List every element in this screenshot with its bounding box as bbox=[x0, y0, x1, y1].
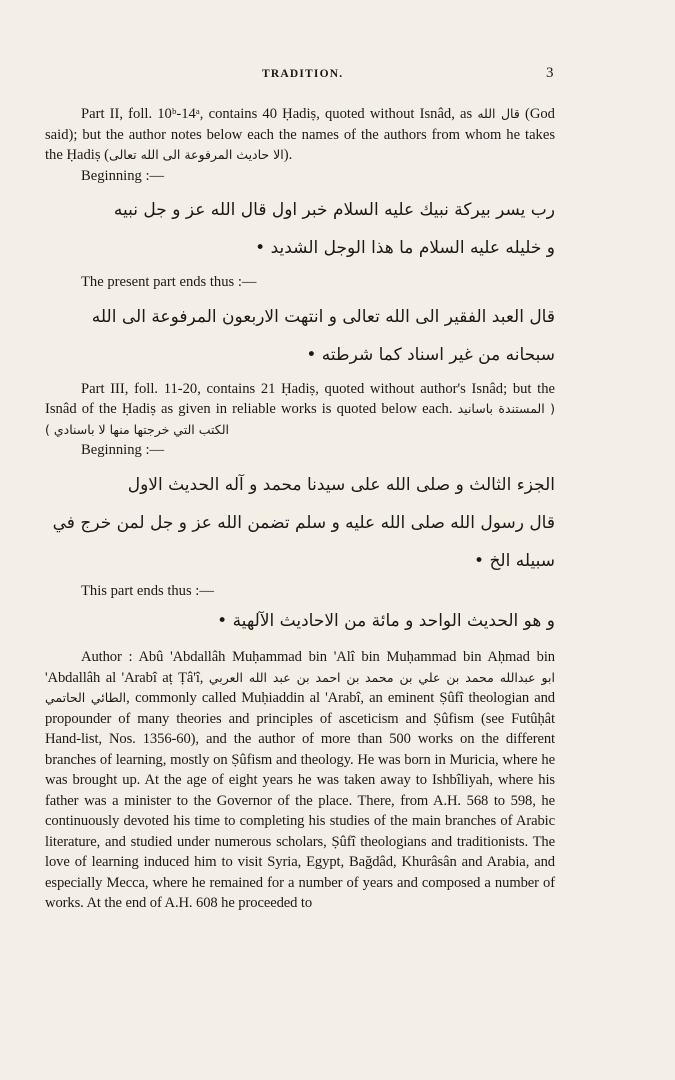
author-paragraph bbox=[45, 647, 555, 914]
part3-description bbox=[45, 379, 555, 441]
author-text-2: Aḥmad bin 'Abdallâh al 'Arabî aṭ Ṭâ'î, bbox=[45, 649, 555, 686]
part3-text: Part III, foll. 11-20, contains 21 Ḥadiṣ, quoted without author's Isnâd; but the Isnâd of the Ḥadiṣ as given in reliable works is quoted below each. bbox=[45, 380, 555, 417]
page-body bbox=[45, 104, 555, 914]
part2-arabic-inline-2: الا حاديث المرفوعة الى الله تعالى bbox=[109, 147, 284, 162]
page-number: 3 bbox=[546, 65, 554, 81]
running-head: TRADITION. bbox=[262, 68, 344, 80]
part2-beginning-arabic-1: رب يسر بيركة نبيك عليه السلام خبر اول قال الله عز و جل نبيه bbox=[113, 200, 555, 220]
part3-ending-arabic-1: و هو الحديث الواحد و مائة من الاحاديث الآلهية • bbox=[217, 611, 555, 631]
part2-text-b: (God said); but the author notes below each the names of the authors from whom he takes the Ḥadiṣ ( bbox=[45, 106, 555, 163]
part3-beginning-arabic-2: قال رسول الله صلى الله عليه و سلم تضمن الله عز و جل لمن خرج في bbox=[52, 512, 555, 533]
part3-beginning-arabic-3: سبيله الخ • bbox=[474, 550, 555, 571]
part2-text-c: ). bbox=[283, 147, 293, 163]
part2-ends-label: The present part ends thus :— bbox=[81, 274, 257, 290]
part3-beginning-arabic-1: الجزء الثالث و صلى الله على سيدنا محمد و آله الحديث الاول bbox=[127, 474, 555, 495]
author-arabic-name-2: بن احمد بن عبد الله العربي الطائي الحاتمي bbox=[45, 669, 360, 705]
part3-arabic-inline: ( المستندة باسانيد الكتب التي خرجتها منها لا باسنادي ) bbox=[45, 401, 555, 437]
part2-beginning-label: Beginning :— bbox=[81, 167, 165, 184]
part2-beginning-arabic-2: و خليله عليه السلام ما هذا الوجل الشديد • bbox=[255, 238, 555, 258]
page-header bbox=[0, 65, 675, 88]
part3-ends-label: This part ends thus :— bbox=[81, 582, 214, 599]
author-arabic-name-1: ابو عبدالله محمد بن علي بن محمد bbox=[365, 669, 555, 685]
part2-arabic-inline-1: قال الله bbox=[477, 106, 520, 121]
author-text-1: Author : Abû 'Abdallâh Muḥammad bin 'Alî bin Muḥammad bin bbox=[81, 649, 482, 665]
part3-beginning-label: Beginning :— bbox=[81, 442, 165, 458]
part2-ending-arabic-2: سبحانه من غير اسناد كما شرطته • bbox=[306, 344, 555, 365]
part2-text-a: Part II, foll. 10ᵇ-14ᵃ, contains 40 Ḥadiṣ, quoted without Isnâd, as bbox=[81, 106, 473, 122]
part2-ending-arabic-1: قال العبد الفقير الى الله تعالى و انتهت الاربعون المرفوعة الى الله bbox=[91, 306, 555, 327]
author-text-3: , commonly called Muḥiaddin al 'Arabî, an eminent Ṣûfî theologian and propounder of many theories and principles of asceticism and Ṣûfism (see Futûḥât Hand-list, Nos. 1356-60), and the author of more than 500 works on the different branches of learning, mostly on Ṣûfism and theology. He was born in Muricia, where he was brought up. At the age of eight years he was taken away to Ishbîliyah, where his father was a minister to the Governor of the place. There, from A.H. 568 to 598, he continuously devoted his time to completing his studies of the main branches of Arabic literature, and studied under numerous scholars, Ṣûfî theologians and traditionists. The love of learning induced him to visit Syria, Egypt, Bağdâd, Khurâsân and Arabia, and especially Mecca, where he remained for a number of years and composed a number of works. At the end of A.H. 608 he proceeded to bbox=[45, 690, 555, 911]
part2-description bbox=[45, 104, 555, 166]
